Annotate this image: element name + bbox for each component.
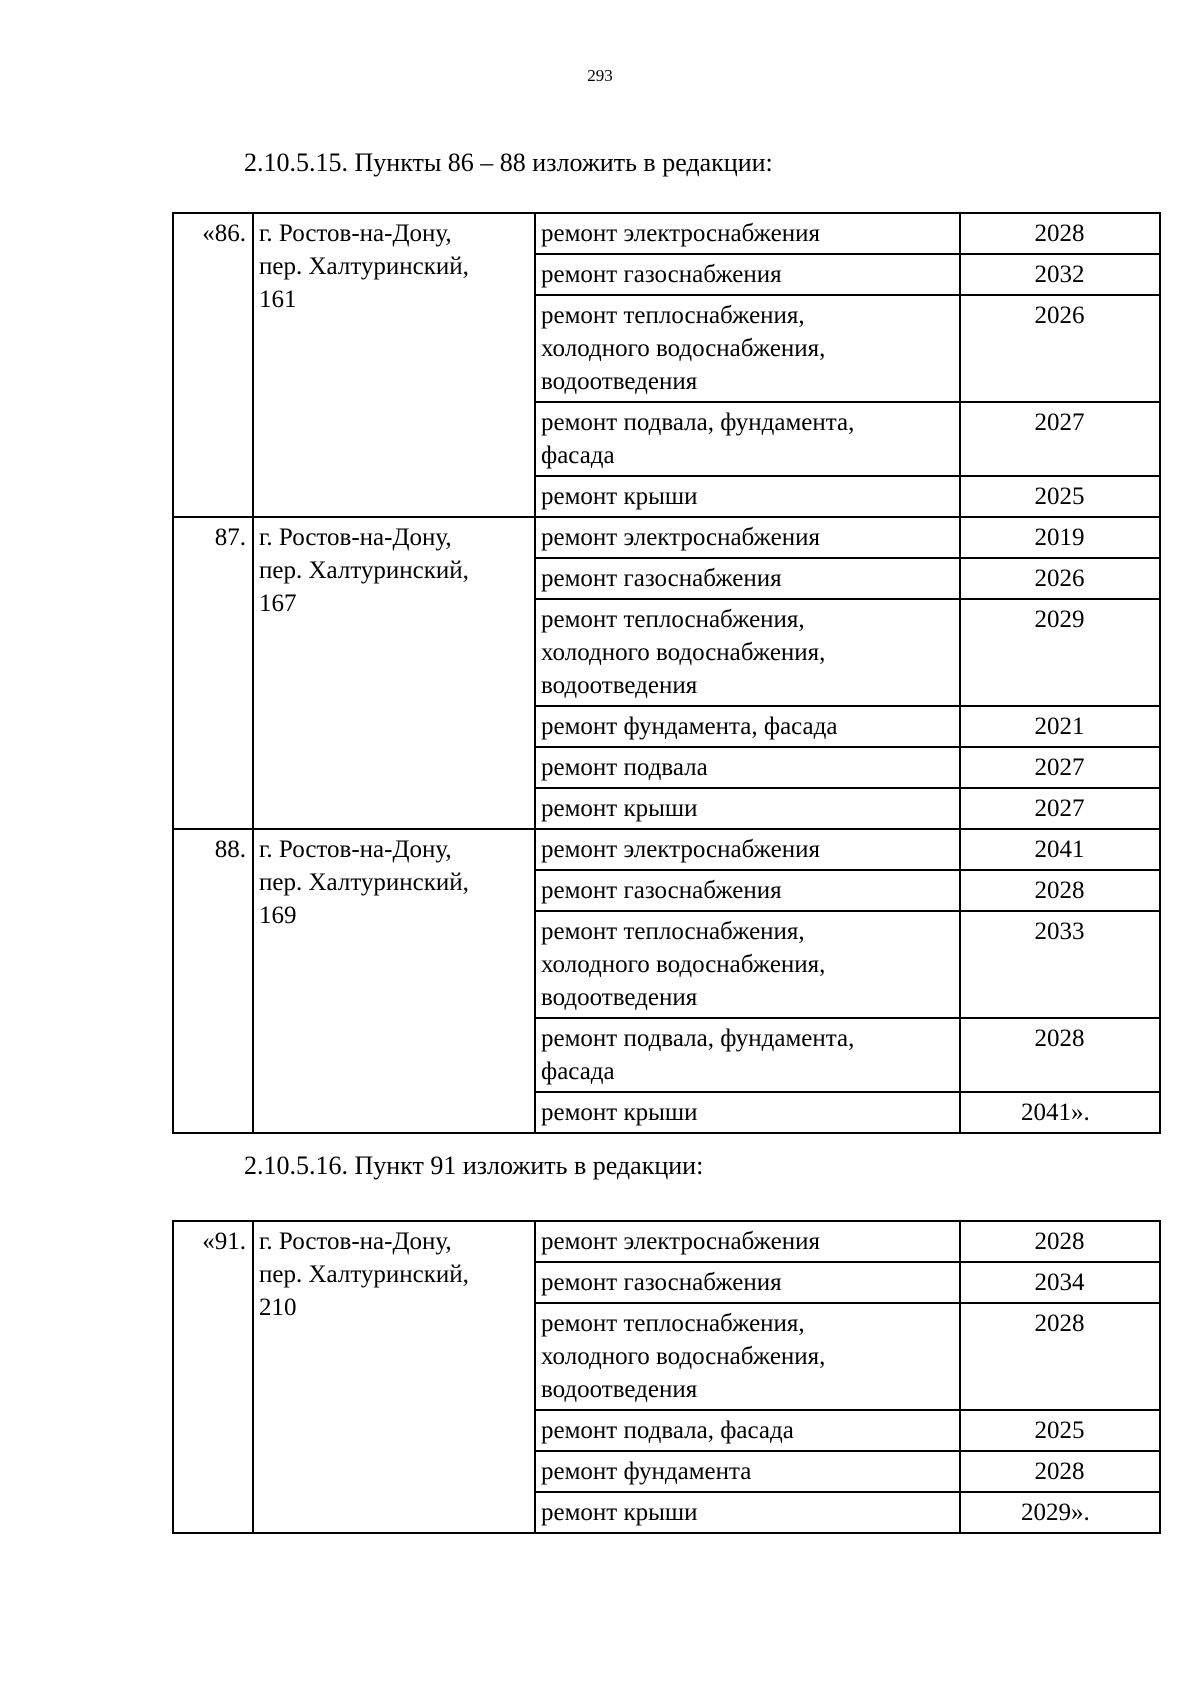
- year-cell: 2019: [960, 517, 1160, 558]
- work-type-cell: ремонт крыши: [535, 1092, 960, 1133]
- item-number: 87.: [173, 517, 253, 829]
- year-cell: 2021: [960, 706, 1160, 747]
- year-cell: 2025: [960, 476, 1160, 517]
- year-cell: 2027: [960, 402, 1160, 476]
- work-type-cell: ремонт теплоснабжения, холодного водоснабжения, водоотведения: [535, 911, 960, 1018]
- address-cell: г. Ростов-на-Дону, пер. Халтуринский, 169: [253, 829, 535, 1133]
- table-row: [173, 517, 1160, 558]
- address-cell: г. Ростов-на-Дону, пер. Халтуринский, 210: [253, 1221, 535, 1533]
- work-type-cell: ремонт крыши: [535, 476, 960, 517]
- year-cell: 2034: [960, 1262, 1160, 1303]
- year-cell: 2041: [960, 829, 1160, 870]
- work-type-cell: ремонт электроснабжения: [535, 213, 960, 254]
- year-cell: 2026: [960, 558, 1160, 599]
- year-cell: 2028: [960, 1303, 1160, 1410]
- work-type-cell: ремонт электроснабжения: [535, 829, 960, 870]
- address-cell: г. Ростов-на-Дону, пер. Халтуринский, 161: [253, 213, 535, 517]
- table-row: [173, 829, 1160, 870]
- section-heading-2-10-5-15: 2.10.5.15. Пункты 86 – 88 изложить в редакции:: [244, 148, 773, 177]
- repair-schedule-table-86-88: [172, 212, 1161, 1134]
- work-type-cell: ремонт газоснабжения: [535, 558, 960, 599]
- year-cell: 2025: [960, 1410, 1160, 1451]
- work-type-cell: ремонт крыши: [535, 788, 960, 829]
- work-type-cell: ремонт теплоснабжения, холодного водоснабжения, водоотведения: [535, 295, 960, 402]
- year-cell: 2029».: [960, 1492, 1160, 1533]
- page-number: 293: [587, 66, 613, 85]
- year-cell: 2026: [960, 295, 1160, 402]
- year-cell: 2029: [960, 599, 1160, 706]
- section-heading-2-10-5-16: 2.10.5.16. Пункт 91 изложить в редакции:: [244, 1151, 704, 1180]
- work-type-cell: ремонт подвала, фасада: [535, 1410, 960, 1451]
- work-type-cell: ремонт электроснабжения: [535, 517, 960, 558]
- work-type-cell: ремонт фундамента, фасада: [535, 706, 960, 747]
- address-cell: г. Ростов-на-Дону, пер. Халтуринский, 167: [253, 517, 535, 829]
- work-type-cell: ремонт газоснабжения: [535, 870, 960, 911]
- item-number: 88.: [173, 829, 253, 1133]
- work-type-cell: ремонт крыши: [535, 1492, 960, 1533]
- repair-schedule-table-91: [172, 1220, 1161, 1534]
- year-cell: 2027: [960, 788, 1160, 829]
- year-cell: 2028: [960, 1451, 1160, 1492]
- work-type-cell: ремонт теплоснабжения, холодного водоснабжения, водоотведения: [535, 1303, 960, 1410]
- year-cell: 2028: [960, 1221, 1160, 1262]
- work-type-cell: ремонт подвала, фундамента, фасада: [535, 1018, 960, 1092]
- work-type-cell: ремонт теплоснабжения, холодного водоснабжения, водоотведения: [535, 599, 960, 706]
- work-type-cell: ремонт электроснабжения: [535, 1221, 960, 1262]
- year-cell: 2032: [960, 254, 1160, 295]
- work-type-cell: ремонт газоснабжения: [535, 1262, 960, 1303]
- year-cell: 2027: [960, 747, 1160, 788]
- table-row: [173, 213, 1160, 254]
- year-cell: 2028: [960, 213, 1160, 254]
- work-type-cell: ремонт фундамента: [535, 1451, 960, 1492]
- work-type-cell: ремонт подвала, фундамента, фасада: [535, 402, 960, 476]
- item-number: «91.: [173, 1221, 253, 1533]
- table-row: [173, 1221, 1160, 1262]
- item-number: «86.: [173, 213, 253, 517]
- year-cell: 2033: [960, 911, 1160, 1018]
- year-cell: 2028: [960, 1018, 1160, 1092]
- work-type-cell: ремонт газоснабжения: [535, 254, 960, 295]
- year-cell: 2028: [960, 870, 1160, 911]
- work-type-cell: ремонт подвала: [535, 747, 960, 788]
- year-cell: 2041».: [960, 1092, 1160, 1133]
